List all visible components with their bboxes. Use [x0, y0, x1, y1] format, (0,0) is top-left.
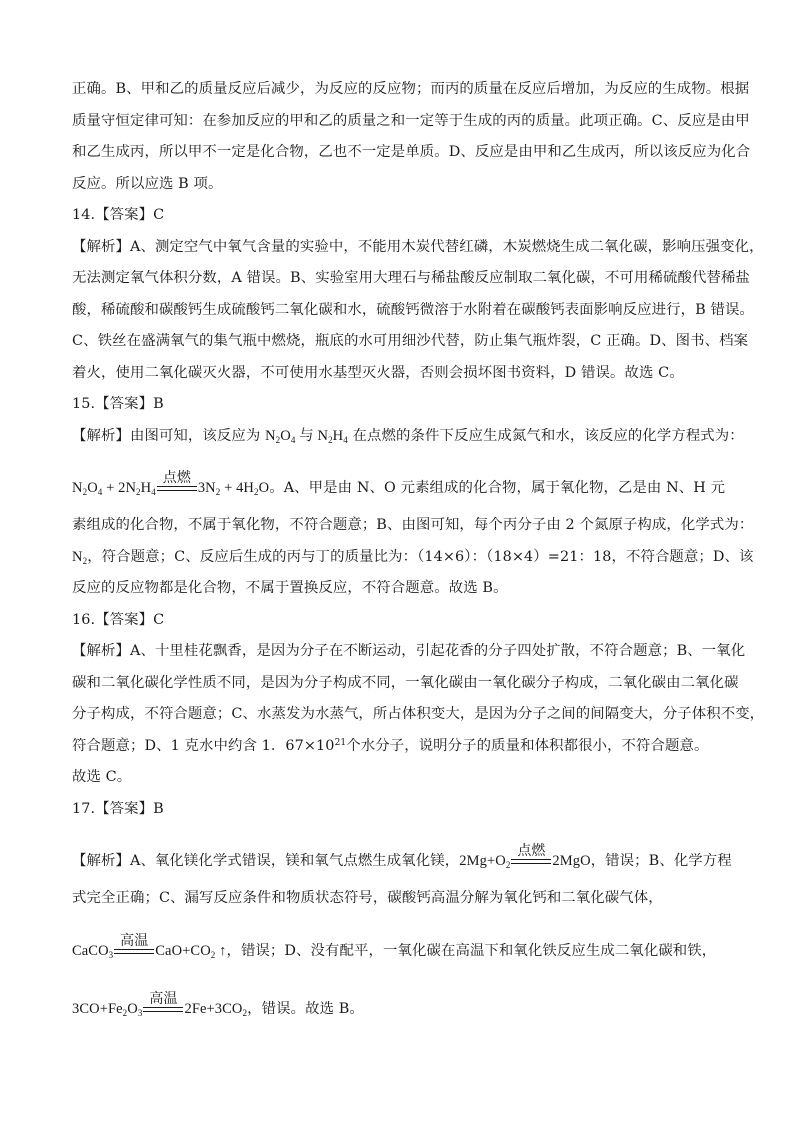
fe2o3-equation: $3CO+Fe_2O_3$ 高温 $2Fe+3CO_2$	[72, 990, 248, 1018]
q15-line-3: 素组成的化合物，不属于氧化物，不符合题意；B、由图可知，每个丙分子由 2 个氮原子构成，化学式为：	[72, 517, 754, 533]
condition-arrow	[114, 932, 154, 955]
q16-line-3: 分子构成，不符合题意；C、水蒸发为水蒸气，所占体积变大，是因为分子之间的间隔变大，分子体积不变，	[72, 706, 765, 722]
equals-sign	[114, 949, 154, 954]
q17-line-1	[72, 825, 732, 883]
condition-label: 高温	[149, 990, 178, 1007]
exponent: 21	[334, 737, 347, 748]
q15-line-4	[72, 542, 754, 574]
q14-answer: 14.【答案】C	[72, 207, 165, 223]
q16-line-4a: 符合题意；D、1 克水中约含 1．67×10	[72, 737, 335, 754]
condition-label: 高温	[120, 932, 149, 949]
q17-line-4b: ，错误。故选 B。	[247, 1000, 364, 1017]
q16-line-4	[72, 731, 722, 763]
q16-line-1: 【解析】A、十里桂花飘香，是因为分子在不断运动，引起花香的分子四处扩散，不符合题意；B、一氧化	[72, 643, 746, 659]
q15-line-4-text: ，符合题意；C、反应后生成的丙与丁的质量比为：（14×6）：（18×4）=21：18，不符合题意；D、该	[87, 548, 754, 565]
equals-sign	[157, 486, 197, 491]
q17-line-1a: 【解析】A、氧化镁化学式错误，镁和氧气点燃生成氧化镁，	[72, 853, 460, 869]
q15-line-1a: 【解析】由图可知，该反应为	[72, 427, 266, 444]
q14-line-5: 着火，使用二氧化碳灭火器，不可使用水基型灭火器，否则会损坏图书资料，D 错误。故选 C。	[72, 364, 684, 381]
q13-line-4: 反应。所以应选 B 项。	[72, 175, 223, 192]
q15-line-2-tail: 。A、甲是由 N、O 元素组成的化合物，属于氧化物，乙是由 N、H 元	[269, 480, 726, 496]
q16-answer: 16.【答案】C	[72, 611, 165, 628]
condition-label: 点燃	[162, 470, 191, 486]
condition-arrow	[143, 990, 183, 1013]
q15-answer: 15.【答案】B	[72, 396, 164, 412]
q15-line-1	[72, 421, 744, 453]
equals-sign	[143, 1007, 183, 1012]
q15-equation-line	[72, 452, 726, 510]
q17-line-4	[72, 973, 722, 1031]
reactants-formula: $N_2O_4$ 与 $N_2H_4$	[265, 427, 348, 445]
q13-line-2: 质量守恒定律可知：在参加反应的甲和乙的质量之和一定等于生成的丙的质量。此项正确。C、反应是由甲	[72, 112, 750, 129]
mgo-equation: $2Mg+O_2$ 点燃 2MgO	[459, 843, 591, 870]
q17-line-1b: ，错误；B、化学方程	[590, 853, 732, 869]
caco3-equation: CaCO$_3$ 高温 $CaO+CO_2$ ↑	[72, 932, 227, 960]
q17-line-2: 式完全正确；C、漏写反应条件和物质状态符号，碳酸钙高温分解为氧化钙和二氧化碳气体，	[72, 890, 663, 906]
q15-line-5: 反应的反应物都是化合物，不属于置换反应，不符合题意。故选 B。	[72, 580, 508, 596]
equals-sign	[511, 859, 551, 864]
q14-line-3: 酸，稀硫酸和碳酸钙生成硫酸钙二氧化碳和水，硫酸钙微溶于水附着在碳酸钙表面影响反应进行，B 错误。	[72, 301, 754, 318]
q17-line-3	[72, 915, 722, 973]
q14-line-2: 无法测定氧气体积分数，A 错误。B、实验室用大理石与稀盐酸反应制取二氧化碳，不可用稀硫酸代替稀盐	[72, 270, 750, 286]
q16-line-2: 碳和二氧化碳化学性质不同，是因为分子构成不同，一氧化碳由一氧化碳分子构成，二氧化碳由二氧化碳	[72, 674, 739, 691]
q16-line-5: 故选 C。	[72, 769, 132, 785]
q14-line-1: 【解析】A、测定空气中氧气含量的实验中，不能用木炭代替红磷，木炭燃烧生成二氧化碳，影响压强变化，	[72, 238, 764, 255]
q16-line-4b: 个水分子，说明分子的质量和体积都很小，不符合题意。	[346, 737, 709, 754]
q17-line-3b: ，错误；D、没有配平，一氧化碳在高温下和氧化铁反应生成二氧化碳和铁，	[226, 942, 717, 959]
condition-arrow	[511, 843, 551, 865]
condition-label: 点燃	[517, 843, 546, 859]
q17-answer: 17.【答案】B	[72, 800, 164, 817]
q14-line-4: C、铁丝在盛满氧气的集气瓶中燃烧，瓶底的水可用细沙代替，防止集气瓶炸裂，C 正确。D、图书、档案	[72, 333, 749, 349]
condition-arrow	[157, 470, 197, 492]
answer-explanations	[72, 74, 765, 1031]
q13-line-3: 和乙生成丙，所以甲不一定是化合物，乙也不一定是单质。D、反应是由甲和乙生成丙，所以该反应为化合	[72, 144, 751, 160]
q13-line-1: 正确。B、甲和乙的质量反应后减少，为反应的反应物；而丙的质量在反应后增加，为反应的生成物。根据	[72, 81, 750, 97]
reaction-equation: $N_2O_4 + 2N_2H_4$ 点燃 $3N_2 + 4H_2O$	[72, 470, 270, 497]
product-formula: $N_2$	[72, 548, 88, 566]
q15-line-1b: 在点燃的条件下反应生成氮气和水，该反应的化学方程式为：	[347, 427, 744, 444]
